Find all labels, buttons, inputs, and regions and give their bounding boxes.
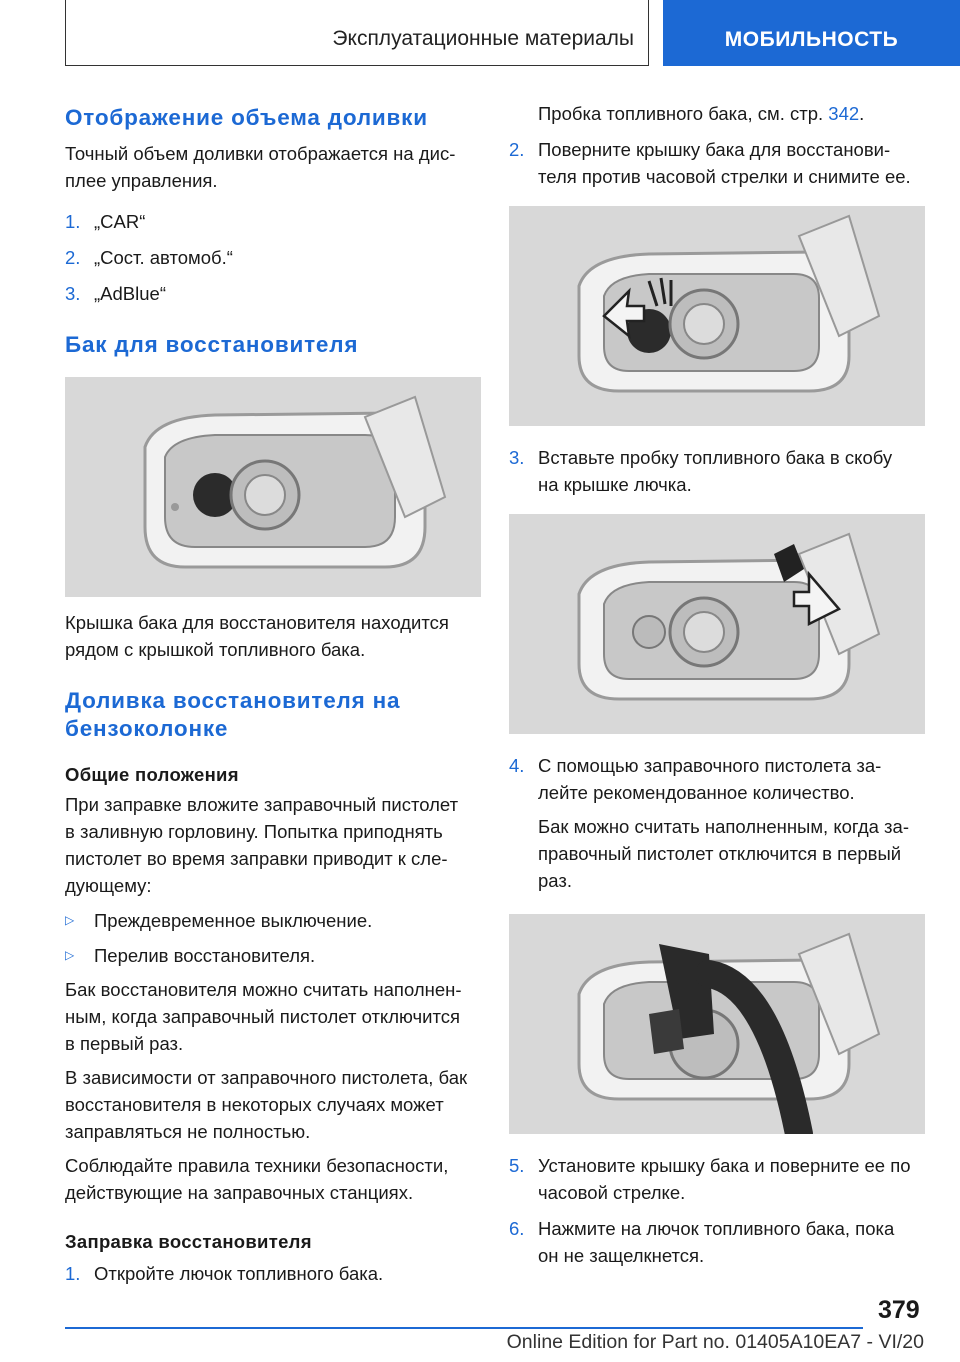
step-text: Поверните крышку бака для восстанови- [538,139,891,160]
heading-refill-volume: Отображение объема доливки [65,105,428,130]
refill-nozzle-photo [509,914,925,1134]
step-text: правочный пистолет отключится в первый [538,843,902,864]
item-text: „CAR“ [94,211,146,232]
step-text: часовой стрелке. [538,1182,686,1203]
paragraph-safety [65,1152,481,1206]
item-number: 3. [65,283,81,304]
step-text: теля против часовой стрелки и снимите ее. [538,166,911,187]
step-text: Установите крышку бака и поверните ее по [538,1155,911,1176]
step-number: 6. [509,1218,525,1239]
step-text: Вставьте пробку топливного бака в скобу [538,447,893,468]
step-text: на крышке лючка. [538,474,692,495]
step-item [509,1215,925,1269]
page-number: 379 [878,1296,920,1324]
item-text: Перелив восстановителя. [94,945,316,966]
heading-general: Общие положения [65,764,239,785]
right-column [509,100,925,1269]
text-line: дующему: [65,875,152,896]
step-number: 1. [65,1263,81,1284]
heading-reductant-tank: Бак для восстановителя [65,332,359,357]
list-item [65,244,481,271]
text-line: заправляться не полностью. [65,1121,311,1142]
heading-line: Доливка восстановителя на [65,688,401,713]
header-section-tab [65,0,649,66]
step-number: 3. [509,447,525,468]
remove-cap-photo [509,206,925,426]
item-text: Преждевременное выключение. [94,910,373,931]
text-line: При заправке вложите заправочный пистолет [65,794,459,815]
text-line: рядом с крышкой топливного бака. [65,639,366,660]
list-item [65,208,481,235]
list-item [65,280,481,307]
step-text: раз. [538,870,572,891]
item-number: 1. [65,211,81,232]
step-text: С помощью заправочного пистолета за- [538,755,882,776]
step-item [509,752,925,806]
bullet-item [65,907,481,934]
header-section-label: Эксплуатационные материалы [332,27,634,50]
paragraph-volume [65,140,481,194]
text-line: в первый раз. [65,1033,184,1054]
paragraph-general [65,791,481,899]
text-line: в заливную горловину. Попытка приподнять [65,821,443,842]
heading-line: бензоколонке [65,716,229,741]
header-chapter-label: МОБИЛЬНОСТЬ [724,28,899,51]
item-text: „Сост. автомоб.“ [94,247,233,268]
step-continuation [509,100,925,127]
step-text: Бак можно считать наполненным, когда за- [538,816,909,837]
bullet-item [65,942,481,969]
step-text: Пробка топливного бака, см. стр. [538,103,829,124]
text-line: Бак восстановителя можно считать наполнен- [65,979,462,1000]
caption-tank [65,609,481,663]
header-chapter-tab [663,0,960,66]
text-line: действующие на заправочных станциях. [65,1182,414,1203]
edition-note: Online Edition for Part no. 01405A10EA7 - VI/20 [506,1331,924,1353]
step-item [65,1260,481,1287]
step-item [509,136,925,190]
heading-refill-at-station [65,687,481,743]
volume-menu-list [65,208,481,307]
tank-cap-photo [65,377,481,597]
footer-divider [65,1327,863,1329]
step-item [509,444,925,498]
triangle-bullet-icon: ▷ [65,948,75,962]
text-line: Точный объем доливки отображается на дис- [65,143,456,164]
paragraph-full [65,976,481,1057]
text-line: В зависимости от заправочного пистолета, бак [65,1067,468,1088]
triangle-bullet-icon: ▷ [65,913,75,927]
step-number: 5. [509,1155,525,1176]
heading-refill-reductant: Заправка восстановителя [65,1231,312,1252]
step-number: 4. [509,755,525,776]
step-text: он не защелкнется. [538,1245,705,1266]
text-line: плее управления. [65,170,218,191]
left-column [65,100,481,1287]
text-line: пистолет во время заправки приводит к сле- [65,848,448,869]
text-line: Крышка бака для восстановителя находится [65,612,449,633]
bullet-list [65,907,481,969]
step-text: лейте рекомендованное количество. [538,782,855,803]
step-text: Нажмите на лючок топливного бака, пока [538,1218,895,1239]
step-text: . [859,103,865,124]
text-line: ным, когда заправочный пистолет отключится [65,1006,460,1027]
page-link[interactable]: 342 [828,103,860,124]
step-note [509,813,925,894]
text-line: восстановителя в некоторых случаях может [65,1094,444,1115]
text-line: Соблюдайте правила техники безопасности, [65,1155,449,1176]
step-item [509,1152,925,1206]
paragraph-depend [65,1064,481,1145]
insert-cap-photo [509,514,925,734]
step-number: 2. [509,139,525,160]
item-text: „AdBlue“ [94,283,166,304]
item-number: 2. [65,247,81,268]
step-text: Откройте лючок топливного бака. [94,1263,384,1284]
